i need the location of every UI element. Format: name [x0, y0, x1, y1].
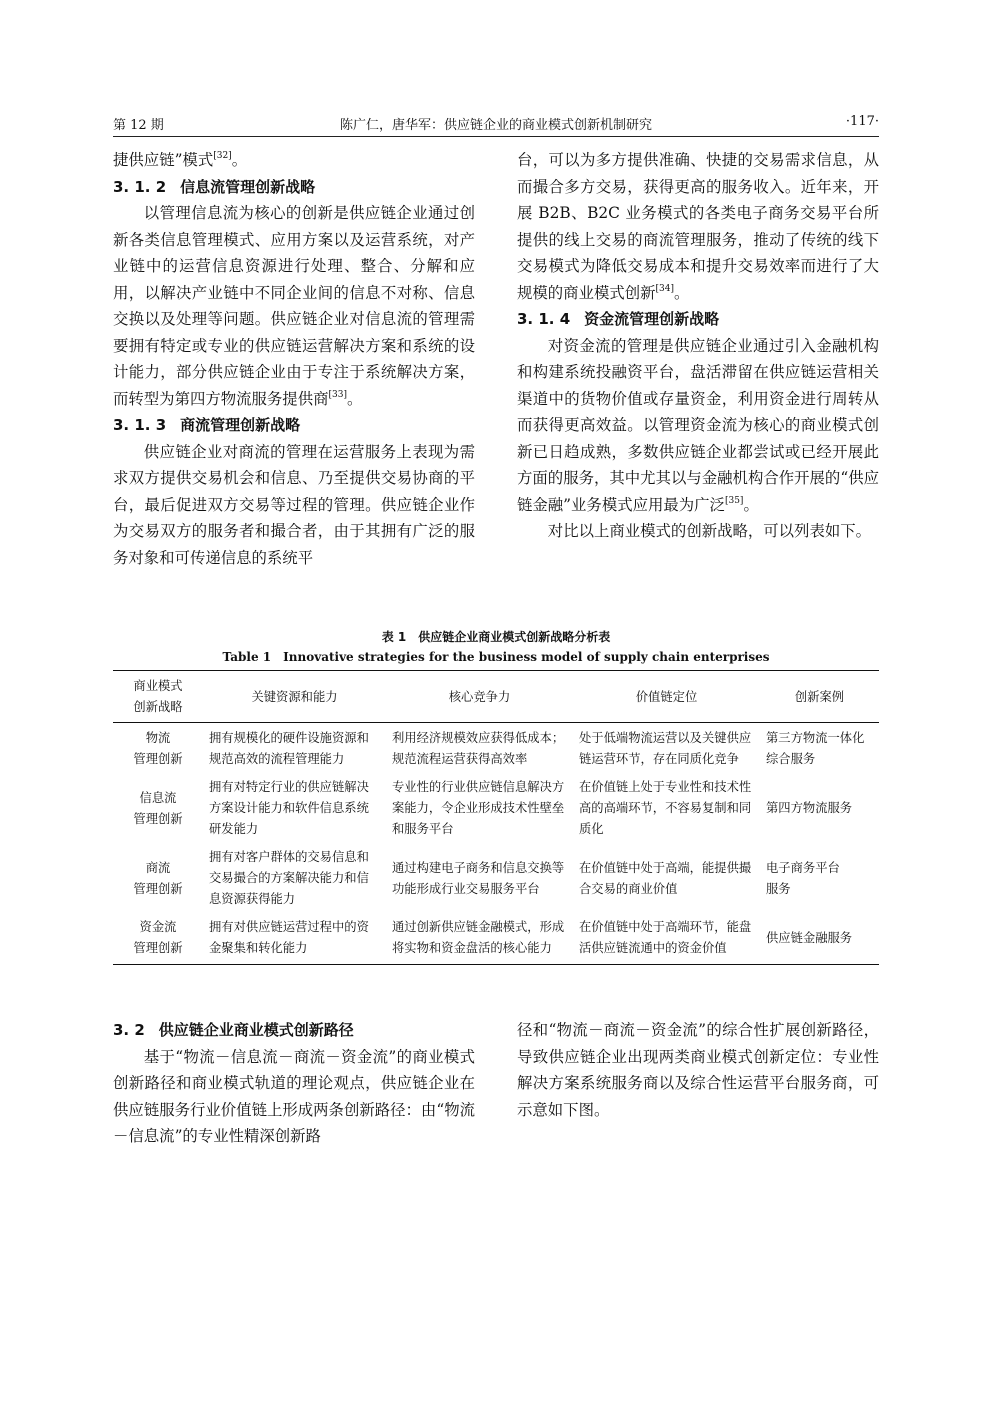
table-row [113, 723, 879, 776]
paragraph-end: 。 [346, 389, 363, 408]
paragraph-end: 。 [231, 151, 248, 169]
paragraph [517, 147, 879, 306]
paragraph: 对比以上商业模式的创新战略，可以列表如下。 [547, 522, 872, 540]
table-cell: 电子商务平台 服务 [766, 860, 840, 896]
paragraph-text: 以管理信息流为核心的创新是供应链企业通过创新各类信息管理模式、应用方案以及运营系统，对产业链中的运营信息资源进行处理、整合、分解和应用，以解决产业链中不同企业间的信息不对称、信息交换以及处理等问题。供应链企业对信息流的管理需要拥有特定或专业的供应链运营解决方案和系统的设计能力，部分供应链企业由于专注于系统解决方案，而转型为第四方物流服务提供商 [113, 204, 475, 408]
paragraph: 基于“物流－信息流－商流－资金流”的商业模式创新路径和商业模式轨道的理论观点，供应链企业在供应链服务行业价值链上形成两条创新路径：由“物流－信息流”的专业性精深创新路 [113, 1047, 475, 1145]
section-heading-3-2 [113, 1017, 475, 1044]
table-cell: 利用经济规模效应获得低成本；规范流程运营获得高效率 [392, 731, 565, 766]
section-number: 3. 1. 2 [113, 177, 167, 196]
paragraph-text: 对资金流的管理是供应链企业通过引入金融机构和构建系统投融资平台，盘活滞留在供应链运营相关渠道中的货物价值或存量资金，利用资金进行周转从而获得更高效益。以管理资金流为核心的商业模式创新已日趋成熟，多数供应链企业都尝试或已经开展此方面的服务，其中尤其以与金融机构合作开展的“供应链金融”业务模式应用最为广泛 [517, 336, 879, 514]
table-row [113, 845, 879, 915]
paragraph-text: 捷供应链”模式 [113, 151, 214, 169]
section-title: 供应链企业商业模式创新路径 [158, 1021, 354, 1039]
table-cell: 拥有对客户群体的交易信息和交易撮合的方案解决能力和信息资源获得能力 [209, 850, 369, 906]
section-title: 商流管理创新战略 [180, 416, 301, 434]
table-cell: 资金流 管理创新 [133, 920, 183, 955]
table-cell: 处于低端物流运营以及关键供应链运营环节，存在同质化竞争 [579, 731, 752, 766]
paragraph [113, 200, 475, 412]
citation: [33] [328, 389, 347, 400]
paragraph-end: 。 [743, 495, 759, 514]
column-header: 关键资源和能力 [251, 689, 338, 704]
table-header-row [113, 671, 879, 723]
table-cell: 商流 管理创新 [133, 860, 183, 896]
table-caption-en: Table 1 Innovative strategies for the business model of supply chain enterprises [222, 650, 770, 664]
table-cell: 在价值链上处于专业性和技术性高的高端环节，不容易复制和同质化 [579, 780, 752, 836]
column-header: 核心竞争力 [448, 689, 511, 704]
paragraph [113, 147, 475, 174]
table-cell: 第三方物流一体化综合服务 [766, 731, 865, 766]
table-cell: 第四方物流服务 [766, 801, 853, 815]
running-title: 陈广仁，唐华军：供应链企业的商业模式创新机制研究 [339, 118, 652, 133]
section-number: 3. 2 [113, 1021, 145, 1039]
column-header: 价值链定位 [635, 689, 698, 704]
running-header [113, 114, 879, 137]
table-cell: 拥有对特定行业的供应链解决方案设计能力和软件信息系统研发能力 [209, 780, 369, 836]
section-number: 3. 1. 4 [517, 310, 571, 328]
table-row [113, 915, 879, 965]
table-cell: 拥有对供应链运营过程中的资金聚集和转化能力 [209, 920, 369, 955]
strategy-table [113, 670, 879, 965]
table-cell: 物流 管理创新 [133, 731, 183, 766]
paragraph [517, 333, 879, 519]
section-title: 资金流管理创新战略 [584, 310, 720, 328]
column-header: 商业模式 创新战略 [133, 679, 183, 714]
paragraph: 径和“物流－商流－资金流”的综合性扩展创新路径，导致供应链企业出现两类商业模式创新定位：专业性解决方案系统服务商以及综合性运营平台服务商，可示意如下图。 [517, 1021, 879, 1119]
table-caption-cn: 表 1 供应链企业商业模式创新战略分析表 [381, 630, 611, 644]
section-heading-3-1-3 [113, 412, 475, 439]
paragraph-text: 台，可以为多方提供准确、快捷的交易需求信息，从而撮合多方交易，获得更高的服务收入。近年来，开展 B2B、B2C 业务模式的各类电子商务交易平台所提供的线上交易的商流管理服务，推动了传统的线下交易模式为降低交易成本和提升交易效率而进行了大规模的商业模式创新 [517, 151, 879, 302]
section-heading-3-1-2 [113, 174, 475, 201]
right-column-bottom [517, 1017, 879, 1123]
table-cell: 专业性的行业供应链信息解决方案能力，令企业形成技术性壁垒和服务平台 [392, 780, 565, 836]
citation: [34] [655, 283, 675, 294]
table-cell: 通过构建电子商务和信息交换等功能形成行业交易服务平台 [392, 860, 565, 896]
section-heading-3-1-4 [517, 306, 879, 333]
paragraph-end: 。 [674, 283, 690, 302]
table-cell: 在价值链中处于高端，能提供撮合交易的商业价值 [579, 860, 752, 896]
citation: [35] [724, 495, 744, 506]
table-cell: 通过创新供应链金融模式，形成将实物和资金盘活的核心能力 [392, 920, 565, 955]
section-title: 信息流管理创新战略 [180, 177, 316, 196]
page-number: ·117· [845, 114, 879, 129]
column-header: 创新案例 [794, 689, 845, 704]
left-column-top [113, 147, 475, 571]
section-number: 3. 1. 3 [113, 416, 167, 434]
table-cell: 拥有规模化的硬件设施资源和规范高效的流程管理能力 [209, 731, 369, 766]
right-column-top [517, 147, 879, 545]
table-row [113, 775, 879, 845]
citation: [32] [213, 151, 232, 161]
table-cell: 在价值链中处于高端环节，能盘活供应链流通中的资金价值 [579, 920, 752, 955]
table-cell: 信息流 管理创新 [133, 790, 183, 826]
left-column-bottom [113, 1017, 475, 1150]
table-cell: 供应链金融服务 [766, 930, 853, 945]
paragraph: 供应链企业对商流的管理在运营服务上表现为需求双方提供交易机会和信息、乃至提供交易协商的平台，最后促进双方交易等过程的管理。供应链企业作为交易双方的服务者和撮合者，由于其拥有广泛的服务对象和可传递信息的系统平 [113, 442, 475, 567]
issue-number: 第 12 期 [113, 118, 164, 133]
